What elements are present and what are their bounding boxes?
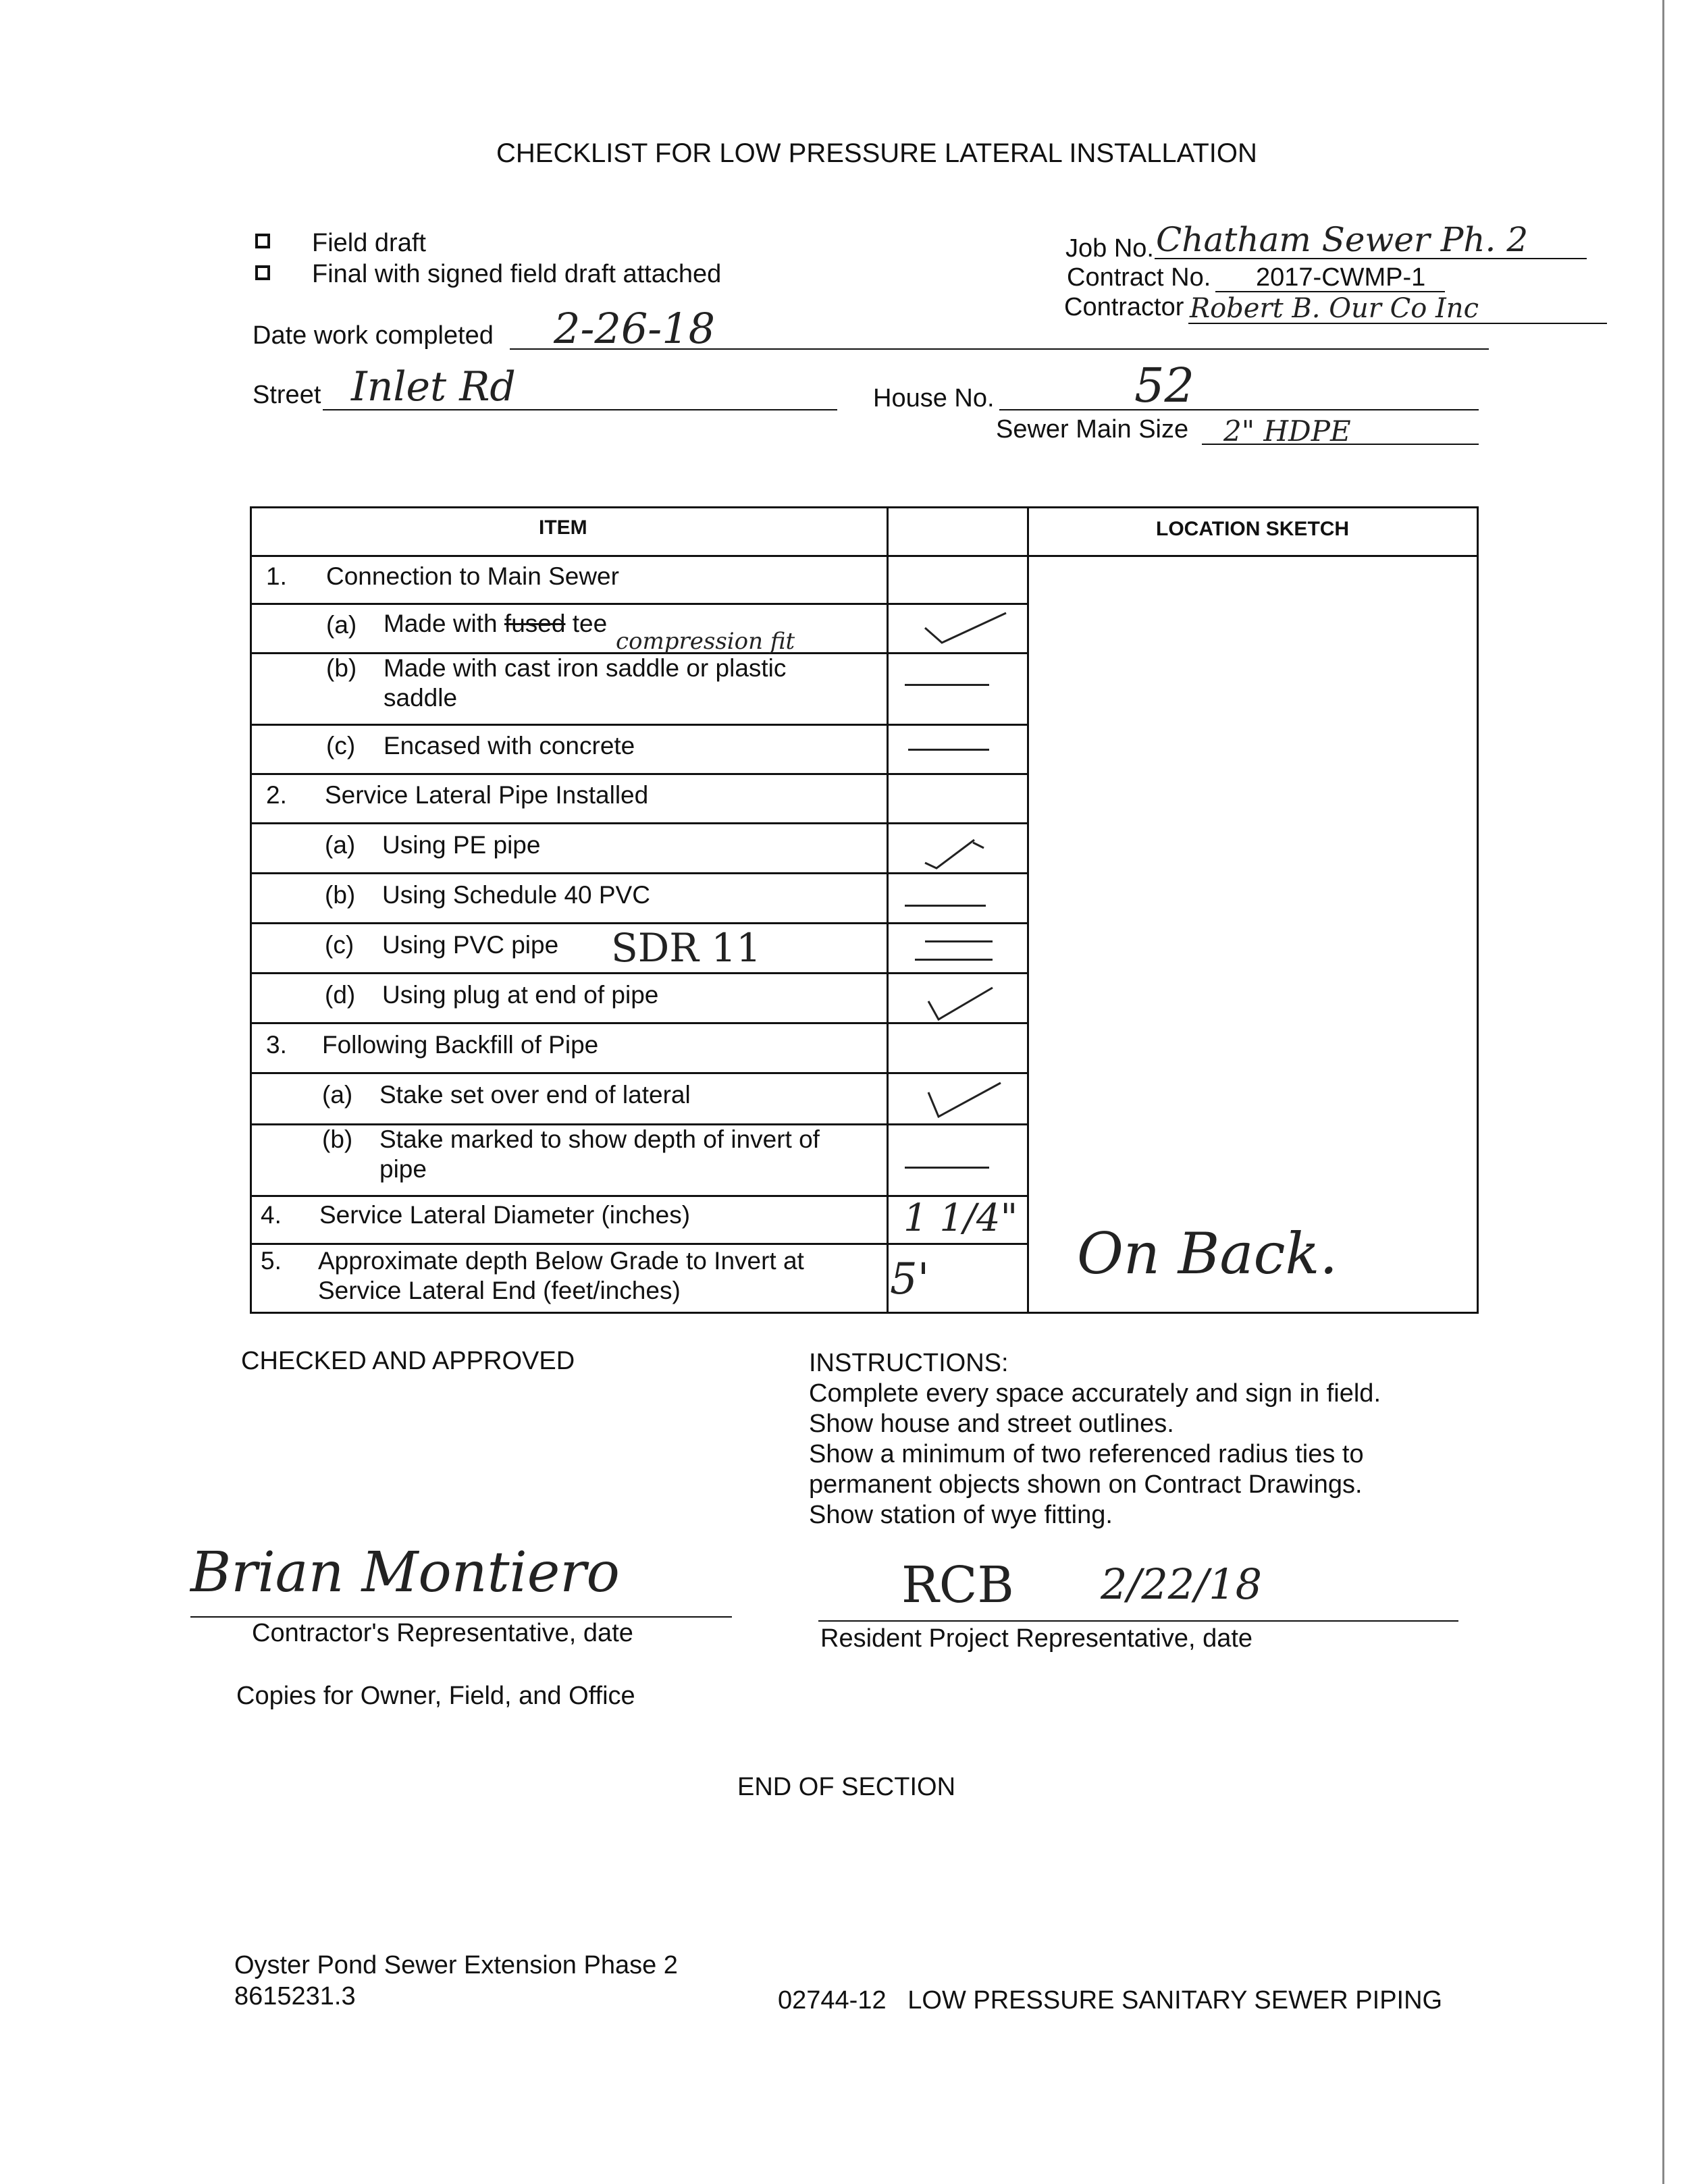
row-note-compression-fit: compression fit [616, 628, 795, 655]
rpr-signature-line [818, 1620, 1458, 1622]
row-number: (b) [325, 881, 356, 909]
dash-mark [905, 1167, 989, 1169]
footer-section: 02744-12 LOW PRESSURE SANITARY SEWER PIPING [778, 1986, 1443, 2015]
house-value[interactable]: 52 [1134, 358, 1195, 413]
footer-doc-id: 8615231.3 [234, 1982, 356, 2010]
page-title: CHECKLIST FOR LOW PRESSURE LATERAL INSTALLATION [496, 138, 1257, 168]
row-text: Made with cast iron saddle or plastic saddle [384, 654, 787, 712]
checkmark-icon [922, 608, 1009, 648]
copies-note: Copies for Owner, Field, and Office [236, 1682, 635, 1710]
dash-mark [905, 684, 989, 686]
instruction-line: permanent objects shown on Contract Drawings. [809, 1470, 1363, 1499]
instruction-line: Show house and street outlines. [809, 1410, 1174, 1438]
field-draft-label: Field draft [312, 229, 426, 257]
row-text: Using PE pipe [382, 831, 541, 859]
sewer-main-value[interactable]: 2" HDPE [1223, 415, 1351, 448]
row-number: (b) [322, 1125, 353, 1153]
dash-mark [908, 749, 989, 751]
page-edge-line [1662, 0, 1664, 2184]
row-text: Service Lateral Diameter (inches) [319, 1201, 691, 1229]
contract-label: Contract No. [1067, 263, 1211, 292]
table-divider-check [887, 506, 889, 1314]
row-number: (a) [326, 611, 357, 639]
checked-approved-label: CHECKED AND APPROVED [241, 1347, 575, 1375]
row-number: 3. [266, 1031, 287, 1059]
row-sep [250, 1243, 1029, 1245]
instruction-line: Show a minimum of two referenced radius ties to [809, 1440, 1364, 1468]
job-label: Job No. [1065, 234, 1154, 263]
row-text [384, 609, 607, 639]
dash-mark [915, 959, 993, 961]
depth-value[interactable]: 5' [890, 1254, 930, 1304]
sewer-main-label: Sewer Main Size [996, 415, 1189, 444]
contractor-value[interactable]: Robert B. Our Co Inc [1190, 293, 1479, 324]
date-label: Date work completed [253, 321, 494, 350]
row-number: (c) [326, 732, 356, 760]
contract-value[interactable]: 2017-CWMP-1 [1256, 263, 1426, 292]
row-sep [250, 922, 1029, 924]
row-sep [250, 724, 1029, 726]
row-sep [250, 1072, 1029, 1074]
row-text: Using plug at end of pipe [382, 981, 659, 1009]
sketch-column-header: LOCATION SKETCH [1156, 518, 1350, 540]
row-note-sdr11: SDR 11 [611, 925, 762, 971]
row-number: (b) [326, 654, 357, 682]
row-number: (c) [325, 931, 354, 959]
table-border-left [250, 506, 252, 1314]
row-text: Approximate depth Below Grade to Invert at Service Lateral End (feet/inches) [318, 1247, 804, 1304]
field-draft-checkbox[interactable] [255, 234, 270, 248]
row-sep [250, 822, 1029, 824]
date-value[interactable]: 2-26-18 [554, 304, 716, 353]
rpr-date: 2/22/18 [1101, 1560, 1263, 1609]
rpr-caption: Resident Project Representative, date [820, 1624, 1253, 1653]
row-text-struck: fused [504, 610, 566, 637]
house-underline [999, 409, 1479, 410]
contract-underline [1215, 291, 1445, 292]
row-text-pre: Made with [384, 610, 504, 637]
street-label: Street [253, 381, 321, 409]
instruction-line: Show station of wye fitting. [809, 1501, 1113, 1529]
row-sep [250, 773, 1029, 775]
job-underline [1155, 258, 1587, 259]
row-sep [250, 972, 1029, 974]
date-underline [510, 348, 1489, 350]
row-sep [250, 603, 1029, 605]
table-divider-sketch [1027, 506, 1029, 1314]
rpr-signature: RCB [901, 1556, 1014, 1614]
footer-project: Oyster Pond Sewer Extension Phase 2 [234, 1951, 678, 1979]
row-text-post: tee [565, 610, 608, 637]
row-text: Using Schedule 40 PVC [382, 881, 650, 909]
contractor-label: Contractor [1064, 293, 1184, 321]
row-text: Connection to Main Sewer [326, 562, 619, 590]
row-text: Service Lateral Pipe Installed [325, 781, 649, 809]
contractor-signature: Brian Montiero [190, 1541, 620, 1605]
job-value[interactable]: Chatham Sewer Ph. 2 [1156, 220, 1529, 259]
table-header-bottom [250, 555, 1479, 557]
row-text: Using PVC pipe [382, 931, 559, 959]
row-number: (d) [325, 981, 356, 1009]
row-text: Stake marked to show depth of invert of pipe [379, 1125, 820, 1183]
house-label: House No. [873, 384, 995, 412]
instructions-heading: INSTRUCTIONS: [809, 1349, 1009, 1377]
contractor-caption: Contractor's Representative, date [252, 1619, 633, 1647]
row-number: 4. [261, 1201, 282, 1229]
sketch-note: On Back. [1077, 1221, 1338, 1287]
row-number: 5. [261, 1247, 282, 1275]
sewer-main-underline [1202, 444, 1479, 445]
contractor-underline [1188, 323, 1607, 324]
instruction-line: Complete every space accurately and sign in field. [809, 1379, 1381, 1408]
dash-mark [925, 940, 993, 942]
final-draft-label: Final with signed field draft attached [312, 260, 722, 288]
row-text: Stake set over end of lateral [379, 1081, 691, 1109]
row-number: 1. [266, 562, 287, 590]
row-sep [250, 1022, 1029, 1024]
item-column-header: ITEM [539, 516, 587, 539]
lateral-diameter-value[interactable]: 1 1/4" [903, 1196, 1018, 1240]
table-border-top [250, 506, 1479, 508]
table-border-bottom [250, 1312, 1479, 1314]
checkmark-icon [925, 982, 999, 1023]
row-number: (a) [322, 1081, 353, 1109]
end-of-section: END OF SECTION [737, 1773, 956, 1801]
row-number: 2. [266, 781, 287, 809]
row-number: (a) [325, 831, 356, 859]
dash-mark [905, 905, 986, 907]
checkmark-icon [922, 834, 989, 872]
row-sep [250, 872, 1029, 874]
row-text: Following Backfill of Pipe [322, 1031, 599, 1059]
contractor-signature-line [190, 1616, 732, 1618]
checkmark-icon [925, 1077, 1006, 1121]
street-value[interactable]: Inlet Rd [351, 363, 516, 410]
street-underline [323, 409, 837, 410]
row-text: Encased with concrete [384, 732, 635, 760]
final-draft-checkbox[interactable] [255, 265, 270, 280]
table-border-right [1477, 506, 1479, 1314]
